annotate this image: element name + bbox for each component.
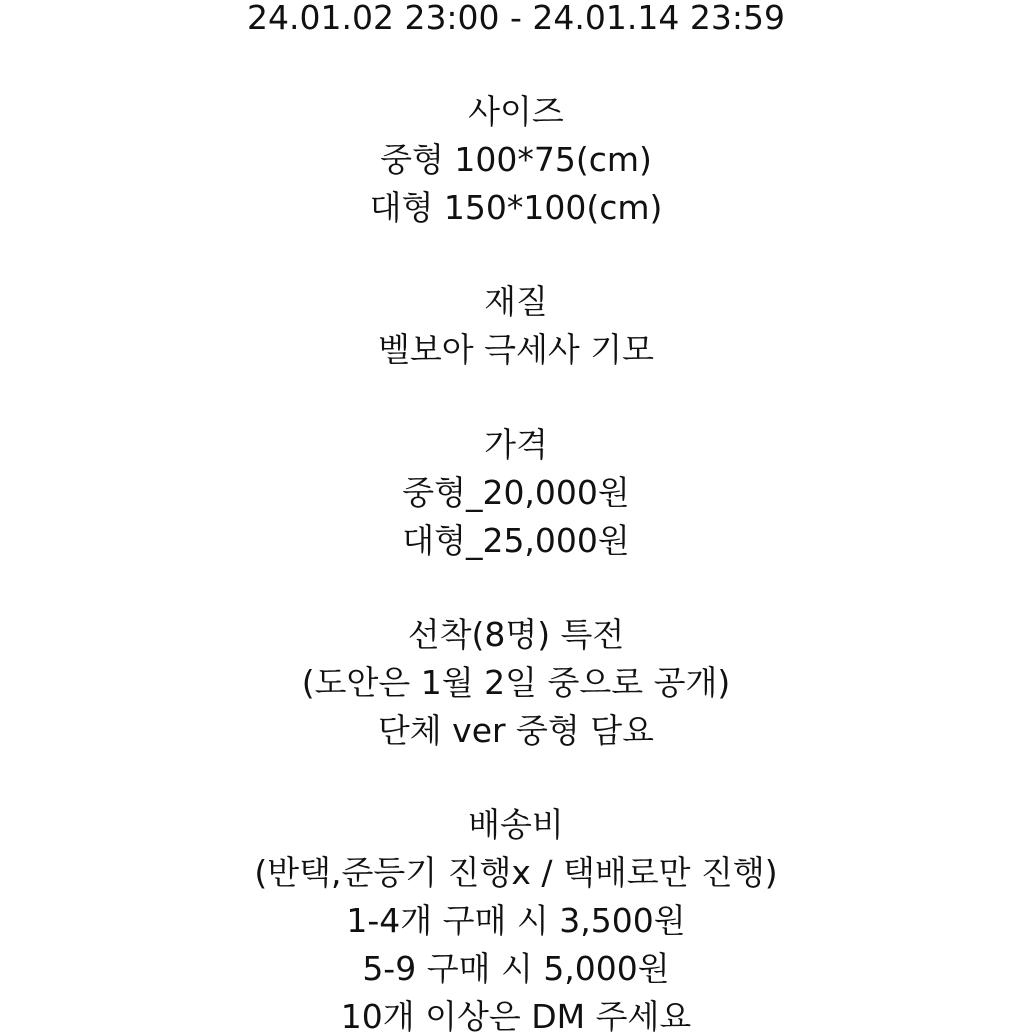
size-heading: 사이즈 bbox=[468, 92, 564, 131]
shipping-tier-1: 1-4개 구매 시 3,500원 bbox=[346, 901, 686, 940]
size-large: 대형 150*100(cm) bbox=[369, 188, 663, 227]
bonus-item: 단체 ver 중형 담요 bbox=[377, 711, 655, 750]
shipping-heading: 배송비 bbox=[468, 805, 564, 844]
size-medium: 중형 100*75(cm) bbox=[380, 140, 652, 179]
shipping-tier-3: 10개 이상은 DM 주세요 bbox=[340, 997, 692, 1032]
shipping-tier-2: 5-9 구매 시 5,000원 bbox=[362, 949, 670, 988]
sale-period: 24.01.02 23:00 - 24.01.14 23:59 bbox=[247, 0, 785, 37]
material-value: 벨보아 극세사 기모 bbox=[377, 330, 654, 369]
shipping-note: (반택,준등기 진행x / 택배로만 진행) bbox=[254, 853, 778, 892]
bonus-heading: 선착(8명) 특전 bbox=[407, 615, 625, 654]
material-heading: 재질 bbox=[484, 282, 548, 321]
price-large: 대형_25,000원 bbox=[402, 521, 630, 560]
price-heading: 가격 bbox=[484, 425, 548, 464]
bonus-note: (도안은 1월 2일 중으로 공개) bbox=[301, 663, 731, 702]
price-medium: 중형_20,000원 bbox=[402, 473, 630, 512]
